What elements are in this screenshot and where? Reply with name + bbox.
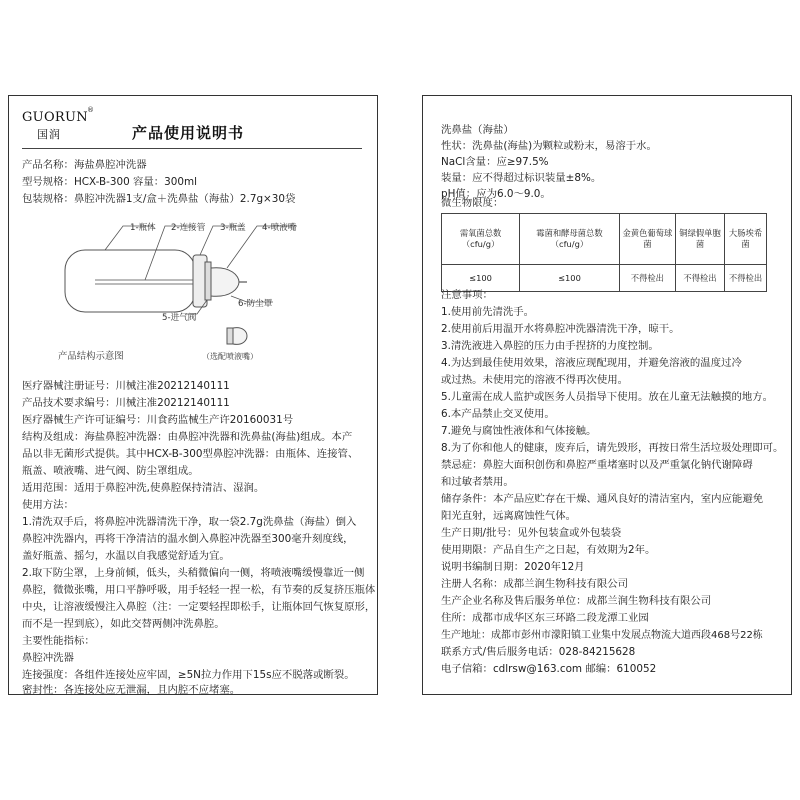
usage-step2-line4: 而不是一捏到底），如此交替两侧冲洗鼻腔。 — [22, 618, 225, 630]
optional-nozzle — [233, 328, 247, 345]
nacl-content: NaCl含量：应≥97.5% — [441, 156, 549, 168]
table-cell: 不得检出 — [725, 265, 767, 292]
tech-requirement-number: 产品技术要求编号：川械注准20212140111 — [22, 397, 230, 409]
microbial-limit-heading: 微生物限度： — [441, 197, 504, 209]
precaution-3: 3.清洗液进入鼻腔的压力由手捏挤的力度控制。 — [441, 340, 659, 352]
performance-subject: 鼻腔冲洗器 — [22, 652, 74, 664]
precaution-6: 6.本产品禁止交叉使用。 — [441, 408, 555, 420]
table-cell: ≤100 — [442, 265, 520, 292]
table-header-cell: 铜绿假单胞菌 — [675, 214, 724, 265]
precaution-5: 5.儿童需在成人监护或医务人员指导下使用。放在儿童无法触摸的地方。 — [441, 391, 774, 403]
title-divider — [22, 148, 362, 149]
label-cap: 3-瓶盖 — [220, 223, 246, 233]
structure-line-1: 结构及组成：海盐鼻腔冲洗器：由鼻腔冲洗器和洗鼻盐(海盐)组成。本产 — [22, 431, 353, 443]
label-dust-cover: 6-防尘罩 — [238, 299, 273, 309]
connection-strength: 连接强度：各组件连接处应牢固，≥5N拉力作用下15s应不脱落或断裂。 — [22, 669, 355, 681]
production-address: 生产地址：成都市彭州市濛阳镇工业集中发展点物流大道西段468号22栋 — [441, 630, 763, 641]
precaution-8: 8.为了你和他人的健康，废弃后，请先毁形，再按日常生活垃圾处理即可。 — [441, 442, 784, 454]
microbial-limit-table — [441, 213, 767, 292]
table-cell: ≤100 — [520, 265, 620, 292]
usage-step2-line3: 中央，让溶液缓慢注入鼻腔（注：一定要轻捏即松手，让瓶体回气恢复原形， — [22, 601, 376, 613]
contraindication-line2: 和过敏者禁用。 — [441, 476, 514, 488]
table-row — [442, 265, 767, 292]
sealing: 密封性：各连接处应无泄漏，且内腔不应堵塞。 — [22, 684, 241, 696]
structure-line-3: 瓶盖、喷液嘴、进气阀、防尘罩组成。 — [22, 465, 199, 477]
label-air-valve: 5-进气阀 — [162, 313, 197, 323]
product-name: 产品名称：海盐鼻腔冲洗器 — [22, 159, 147, 171]
storage-line2: 阳光直射，远离腐蚀性气体。 — [441, 510, 577, 522]
usage-step1-line2: 鼻腔冲洗器内，再将干净清洁的温水倒入鼻腔冲洗器至300毫升刻度线， — [22, 533, 354, 545]
brand-logo: GUORUN — [22, 110, 88, 125]
table-cell: 不得检出 — [675, 265, 724, 292]
precaution-4-line2: 或过热。未使用完的溶液不得再次使用。 — [441, 374, 629, 386]
structure-line-2: 品以非无菌形式提供。其中HCX-B-300型鼻腔冲洗器：由瓶体、连接管、 — [22, 448, 359, 460]
performance-heading: 主要性能指标： — [22, 635, 95, 647]
brand-logo-cn: 国润 — [37, 128, 61, 141]
table-cell: 不得检出 — [619, 265, 675, 292]
precaution-2: 2.使用前后用温开水将鼻腔冲洗器清洗干净，晾干。 — [441, 323, 680, 335]
fill-amount: 装量：应不得超过标识装量±8%。 — [441, 172, 602, 184]
storage-line1: 储存条件：本产品应贮存在干燥、通风良好的清洁室内，室内应能避免 — [441, 493, 764, 505]
manual-date: 说明书编制日期：2020年12月 — [441, 561, 585, 573]
label-nozzle: 4-喷液嘴 — [262, 223, 297, 233]
table-header-cell: 霉菌和酵母菌总数（cfu/g） — [520, 214, 620, 265]
registration-number: 医疗器械注册证号：川械注准20212140111 — [22, 380, 230, 392]
email-postcode: 电子信箱：cdlrsw@163.com 邮编：610052 — [441, 663, 657, 675]
precaution-4-line1: 4.为达到最佳使用效果，溶液应现配现用，并避免溶液的温度过冷 — [441, 357, 742, 369]
usage-heading: 使用方法： — [22, 499, 74, 511]
spray-nozzle — [211, 268, 239, 297]
ph-value: pH值：应为6.0～9.0。 — [441, 188, 551, 200]
table-header-cell: 需氧菌总数（cfu/g） — [442, 214, 520, 265]
registered-mark: ® — [87, 106, 94, 114]
usage-step2-line1: 2.取下防尘罩，上身前倾，低头，头稍微偏向一侧，将喷液嘴缓慢靠近一侧 — [22, 567, 365, 579]
usage-step2-line2: 鼻腔，微微张嘴，用口平静呼吸，用手轻轻一捏一松，有节奏的反复挤压瓶体 — [22, 584, 376, 596]
table-header-row — [442, 214, 767, 265]
diagram-caption-small: （选配喷液嘴） — [202, 352, 258, 361]
production-date: 生产日期/批号：见外包装盒或外包装袋 — [441, 527, 622, 539]
shelf-life: 使用期限：产品自生产之日起，有效期为2年。 — [441, 544, 656, 556]
table-header-cell: 金黄色葡萄球菌 — [619, 214, 675, 265]
contraindication-line1: 禁忌症：鼻腔大面积创伤和鼻腔严重堵塞时以及严重氯化钠代谢障碍 — [441, 459, 753, 471]
precaution-1: 1.使用前先清洗手。 — [441, 306, 535, 318]
scope-of-use: 适用范围：适用于鼻腔冲洗,使鼻腔保持清洁、湿润。 — [22, 482, 265, 494]
table-header-cell: 大肠埃希菌 — [725, 214, 767, 265]
label-connecting-tube: 2-连接管 — [171, 223, 206, 233]
precautions-heading: 注意事项： — [441, 289, 493, 301]
usage-step1-line1: 1.清洗双手后，将鼻腔冲洗器清洗干净，取一袋2.7g洗鼻盐（海盐）倒入 — [22, 516, 357, 528]
precaution-7: 7.避免与腐蚀性液体和气体接触。 — [441, 425, 597, 437]
diagram-caption: 产品结构示意图 — [58, 351, 124, 362]
registrant-name: 注册人名称：成都兰润生物科技有限公司 — [441, 578, 629, 590]
model-spec: 型号规格：HCX-B-300 容量：300ml — [22, 176, 198, 188]
bottle-body — [65, 250, 195, 312]
salt-character: 性状：洗鼻盐(海盐)为颗粒或粉末，易溶于水。 — [441, 140, 657, 152]
label-bottle-body: 1-瓶体 — [130, 223, 156, 233]
production-license: 医疗器械生产许可证编号：川食药监械生产许20160031号 — [22, 414, 294, 426]
address: 住所：成都市成华区东三环路二段龙潭工业园 — [441, 612, 649, 624]
salt-heading: 洗鼻盐（海盐） — [441, 124, 514, 136]
usage-step1-line3: 盖好瓶盖、摇匀，水温以自我感觉舒适为宜。 — [22, 550, 230, 562]
document-title: 产品使用说明书 — [132, 124, 245, 142]
contact-phone: 联系方式/售后服务电话：028-84215628 — [441, 646, 636, 658]
manufacturer: 生产企业名称及售后服务单位：成都兰润生物科技有限公司 — [441, 595, 712, 607]
product-structure-diagram — [35, 210, 355, 365]
package-spec: 包装规格：鼻腔冲洗器1支/盒＋洗鼻盐（海盐）2.7g×30袋 — [22, 193, 296, 205]
